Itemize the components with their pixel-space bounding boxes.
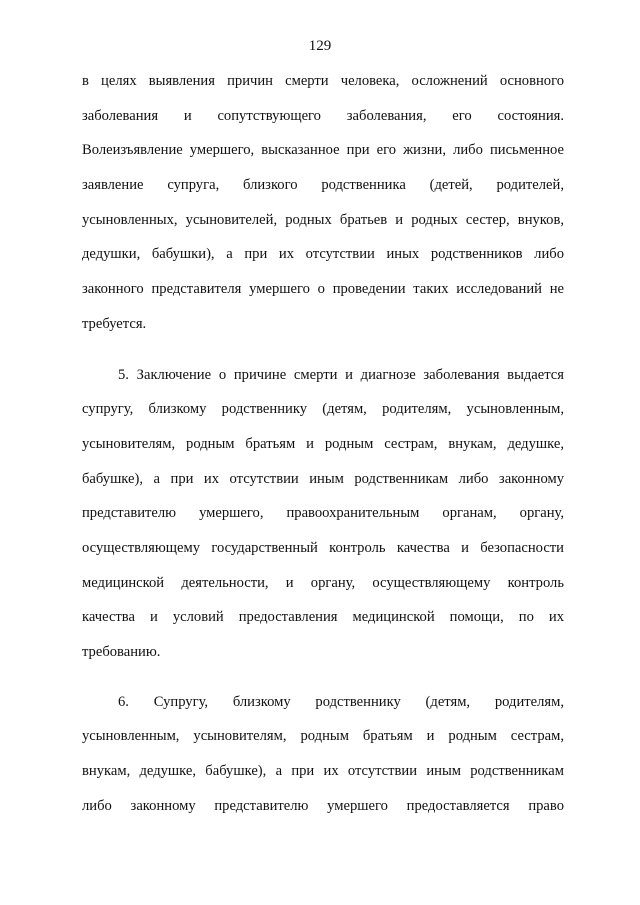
- text-line: дедушки, бабушки), а при их отсутствии иных родственников либо: [82, 246, 564, 263]
- text-line: супругу, близкому родственнику (детям, родителям, усыновленным,: [82, 401, 564, 418]
- text-line: законного представителя умершего о проведении таких исследований не: [82, 281, 564, 298]
- page-number: 129: [308, 38, 332, 54]
- text-line: требованию.: [82, 644, 161, 660]
- text-line: требуется.: [82, 315, 147, 332]
- document-body: [82, 71, 564, 830]
- text-line: либо законному представителю умершего предоставляется право: [82, 797, 564, 814]
- paragraph-item-5: [82, 365, 564, 677]
- paragraph-item-6: [82, 692, 564, 831]
- paragraph-continuation: [82, 71, 564, 349]
- text-line: в целях выявления причин смерти человека, осложнений основного: [82, 73, 564, 89]
- text-line: 5. Заключение о причине смерти и диагнозе заболевания выдается: [118, 366, 564, 383]
- text-line: внукам, дедушке, бабушке), а при их отсутствии иным родственникам: [82, 763, 564, 780]
- text-line: медицинской деятельности, и органу, осуществляющему контроль: [82, 574, 564, 591]
- paragraph-spacer: [82, 677, 564, 692]
- text-line: 6. Супругу, близкому родственнику (детям, родителям,: [118, 693, 564, 710]
- text-line: заболевания и сопутствующего заболевания, его состояния.: [82, 107, 564, 124]
- paragraph-spacer: [82, 349, 564, 365]
- text-line: осуществляющему государственный контроль качества и безопасности: [82, 539, 564, 556]
- text-line: Волеизъявление умершего, высказанное при его жизни, либо письменное: [82, 142, 564, 159]
- text-line: бабушке), а при их отсутствии иным родственникам либо законному: [82, 470, 564, 487]
- text-line: заявление супруга, близкого родственника (детей, родителей,: [82, 177, 564, 194]
- text-line: качества и условий предоставления медицинской помощи, по их: [82, 609, 564, 626]
- text-line: усыновленным, усыновителям, родным братьям и родным сестрам,: [82, 728, 564, 745]
- text-line: усыновителям, родным братьям и родным сестрам, внукам, дедушке,: [82, 435, 564, 452]
- text-line: усыновленных, усыновителей, родных братьев и родных сестер, внуков,: [82, 211, 564, 228]
- text-line: представителю умершего, правоохранительным органам, органу,: [82, 505, 564, 522]
